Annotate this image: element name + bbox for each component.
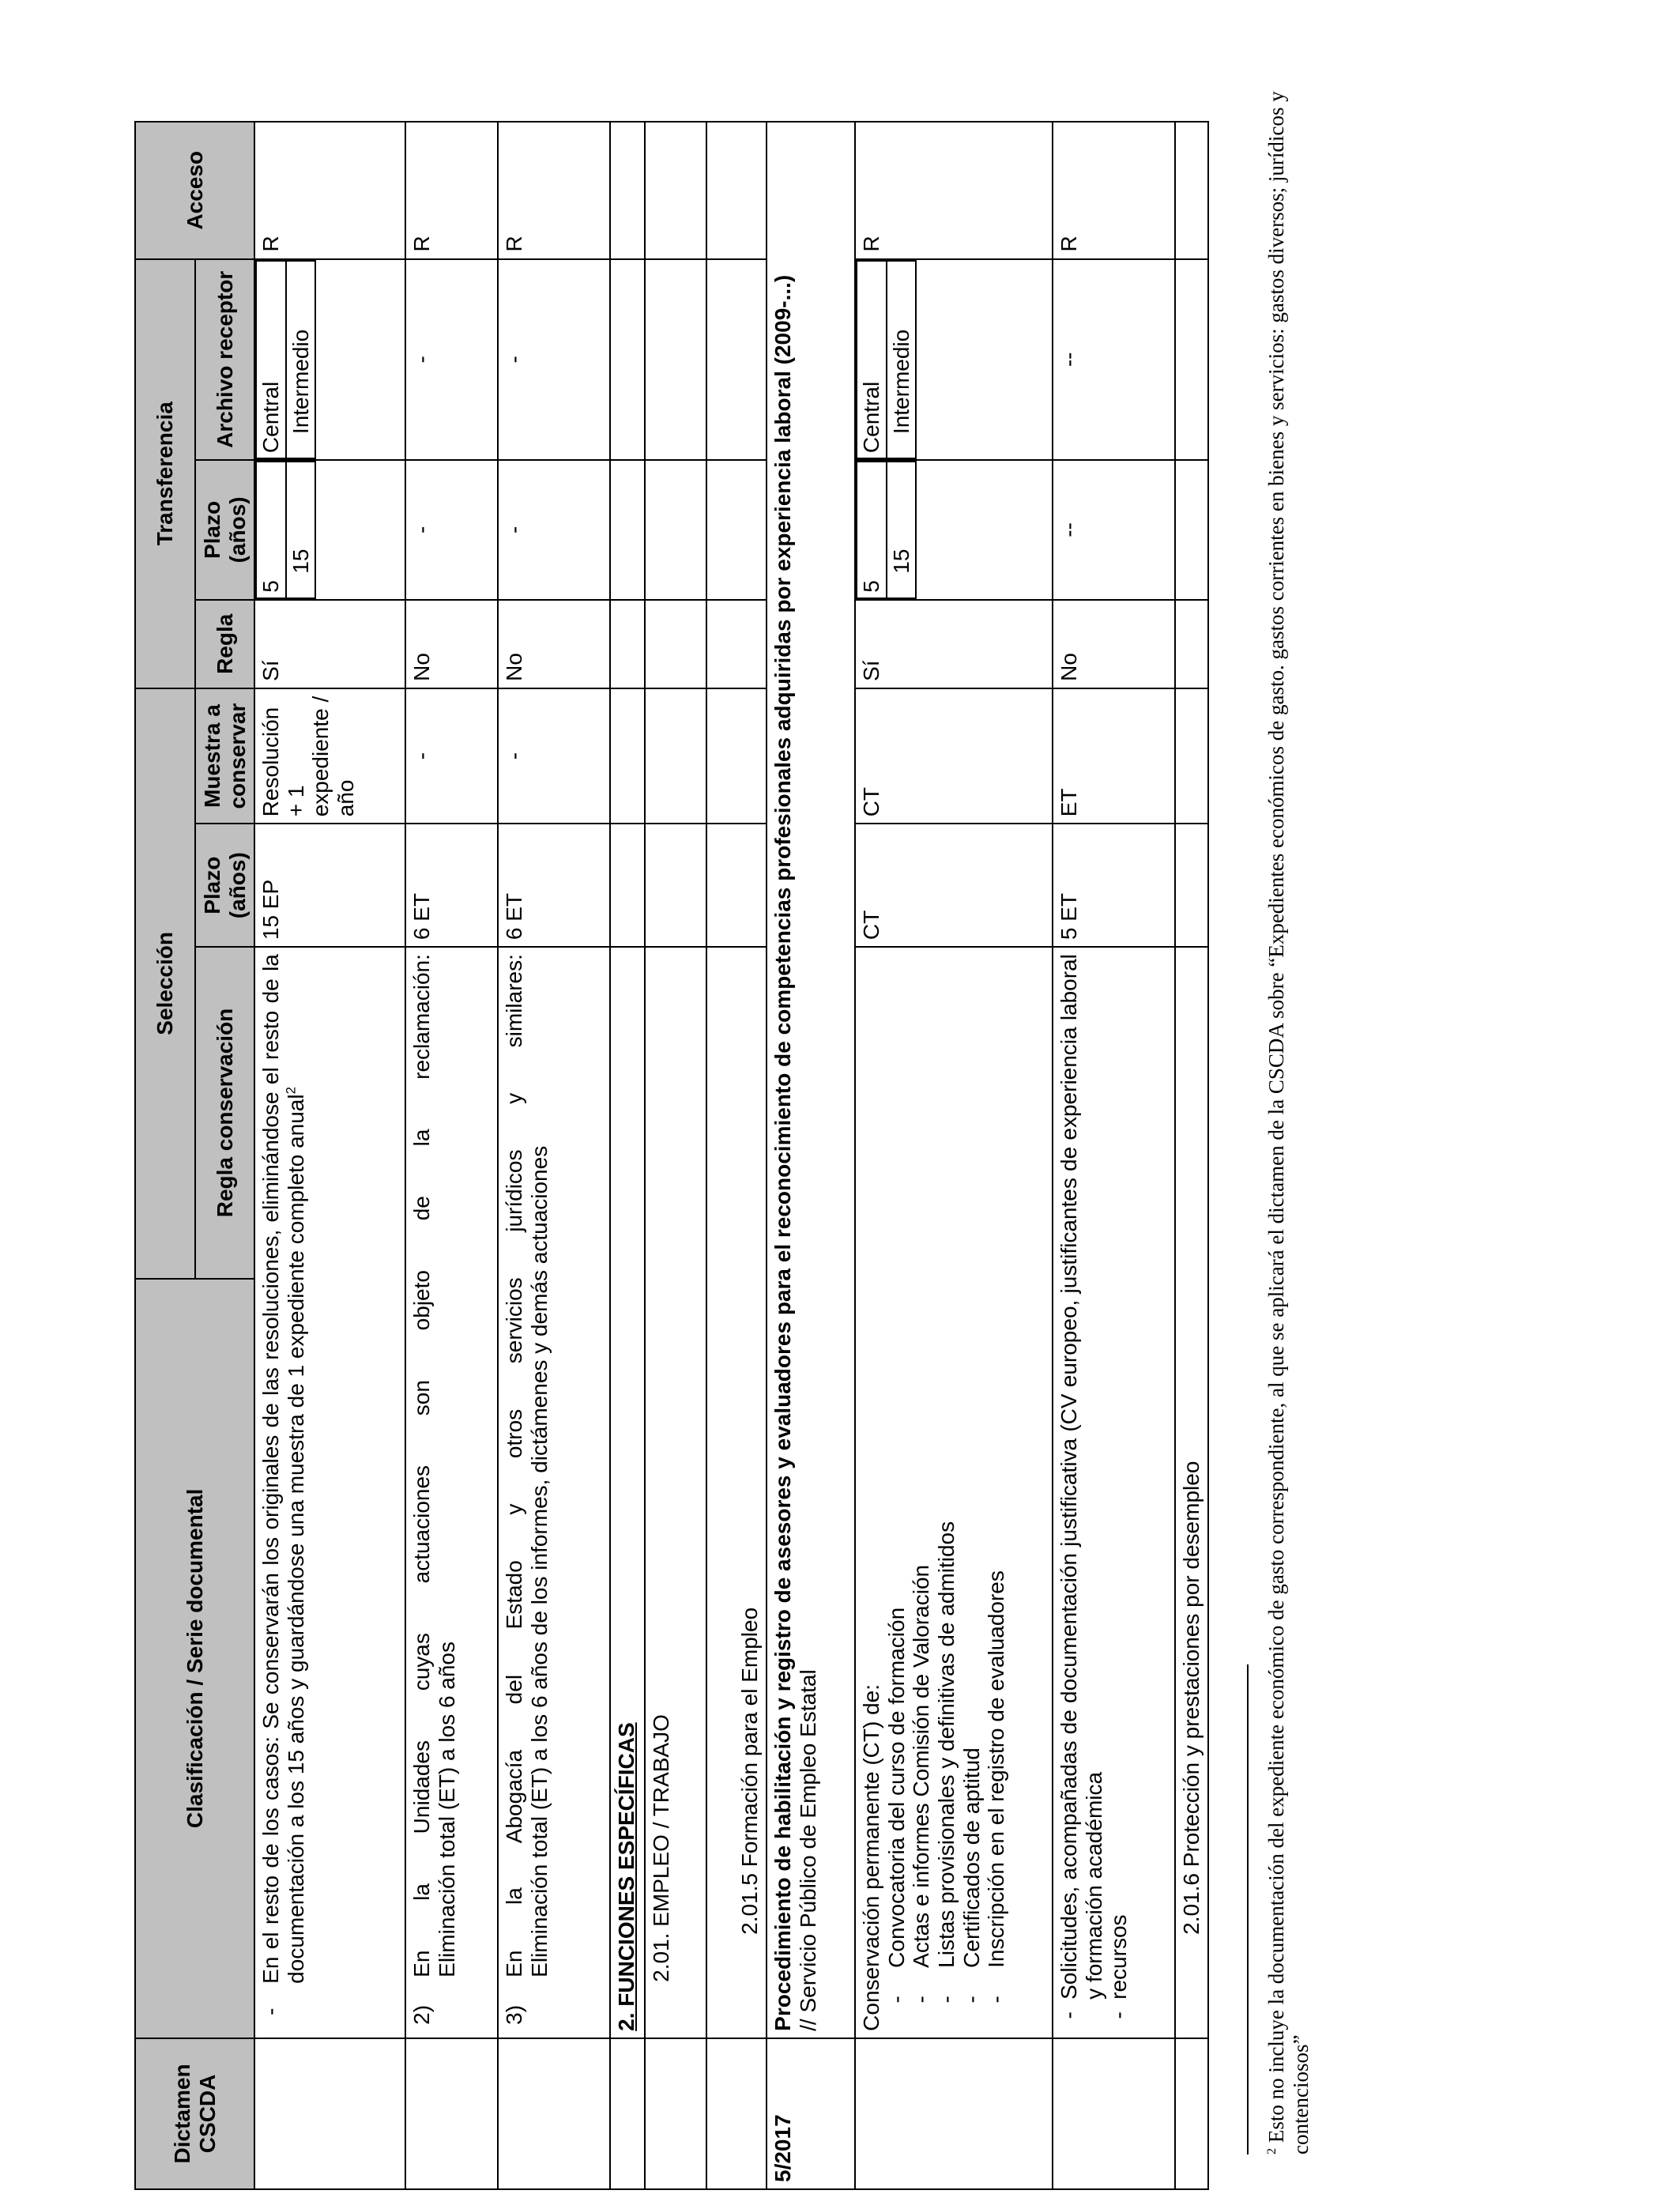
dictamen-cell	[498, 2038, 610, 2189]
muestra-cell: -	[498, 688, 610, 824]
header-plazo-transferencia: Plazo (años)	[195, 460, 254, 600]
header-clasificacion: Clasificación / Serie documental	[135, 1279, 254, 2038]
footnote	[1264, 84, 1314, 2154]
regla-cell: Sí	[855, 600, 1053, 688]
serie-text: En la Unidades cuyas actuaciones son objeto de la reclamación:	[409, 954, 434, 1977]
plazo-cell: 5 ET	[1053, 824, 1175, 947]
footnote-mark: 2	[1264, 2147, 1279, 2154]
footnote-separator	[1247, 1664, 1249, 2154]
list-item: - Actas e informes Comisión de Valoración	[909, 1564, 934, 2004]
dictamen-cell	[254, 2038, 405, 2189]
regla-cell: Sí	[254, 600, 405, 688]
item-number: 2)	[409, 2004, 434, 2025]
muestra-cell: -	[405, 688, 498, 824]
subsection-heading: 2.01. EMPLEO / TRABAJO	[645, 947, 706, 2038]
plazo-value: 15	[887, 462, 917, 598]
table-row	[645, 122, 706, 2189]
document-list	[884, 954, 1009, 2031]
subsection-heading: 2.01.6 Protección y prestaciones por desempleo	[1175, 947, 1208, 2038]
serie-text: En el resto de los casos: Se conservarán los originales de las resoluciones, eliminándose el resto de la documentación a los 15 años y guardándose una muestra de 1 expediente completo anual	[258, 954, 308, 1984]
archivo-receptor-cell: -	[405, 259, 498, 461]
list-item: - Convocatoria del curso de formación	[883, 1607, 909, 2004]
header-dictamen: Dictamen CSCDA	[135, 2038, 254, 2189]
clasificacion-cell: - Solicitudes, acompañadas de documentación justificativa (CV europeo, justificantes de experiencia laboral y formación académica - recursos	[1053, 947, 1175, 2038]
table-row	[1175, 122, 1208, 2189]
clasificacion-cell	[405, 947, 498, 2038]
retention-table	[134, 121, 1209, 2190]
regla-cell: No	[498, 600, 610, 688]
header-regla-conservacion: Regla conservación	[195, 947, 254, 1279]
table-row	[405, 122, 498, 2189]
regla-cell: No	[1053, 600, 1175, 688]
plazo-cell: 15 EP	[254, 824, 405, 947]
plazo-value: 5	[256, 462, 286, 598]
muestra-cell: CT	[855, 688, 1053, 824]
plazo-transferencia-cell: -	[498, 460, 610, 600]
table-row	[254, 122, 405, 2189]
plazo-value: 5	[857, 462, 887, 598]
plazo-value: 15	[286, 462, 316, 598]
serie-text: Solicitudes, acompañadas de documentación justificativa (CV europeo, justificantes de experiencia laboral y formación académica	[1057, 954, 1106, 2000]
serie-text: Conservación permanente (CT) de:	[859, 1683, 883, 2031]
serie-text: En la Abogacía del Estado y otros servicios jurídicos y similares:	[502, 954, 526, 1977]
procedure-title: Procedimiento de habilitación y registro de asesores y evaluadores para el reconocimiento de competencias profesionales adquiridas por experiencia laboral (2009-...)	[770, 274, 795, 2031]
clasificacion-cell	[254, 947, 405, 2038]
footnote-ref: 2	[283, 1087, 299, 1095]
plazo-transferencia-cell	[254, 460, 405, 600]
archivo-receptor-cell: --	[1053, 259, 1175, 461]
clasificacion-cell	[498, 947, 610, 2038]
table-row	[1053, 122, 1175, 2189]
table-row	[706, 122, 767, 2189]
list-item: - Certificados de aptitud	[959, 1747, 984, 2004]
header-muestra: Muestra a conservar	[195, 688, 254, 824]
plazo-transferencia-cell: --	[1053, 460, 1175, 600]
plazo-cell: 6 ET	[405, 824, 498, 947]
plazo-cell: CT	[855, 824, 1053, 947]
archivo-value: Intermedio	[887, 261, 917, 459]
acceso-cell: R	[855, 122, 1053, 259]
plazo-transferencia-cell: -	[405, 460, 498, 600]
table-row	[855, 122, 1053, 2189]
archivo-receptor-cell: -	[498, 259, 610, 461]
regla-cell: No	[405, 600, 498, 688]
muestra-cell: Resolución + 1 expediente / año	[254, 688, 405, 824]
archivo-receptor-cell	[254, 259, 405, 461]
archivo-value: Central	[256, 261, 286, 459]
section-heading: 2. FUNCIONES ESPECÍFICAS	[610, 947, 645, 2038]
subsection-heading: 2.01.5 Formación para el Empleo	[706, 947, 767, 2038]
table-row	[498, 122, 610, 2189]
header-regla: Regla	[195, 600, 254, 688]
item-number: 3)	[502, 2004, 526, 2025]
table-row	[610, 122, 645, 2189]
acceso-cell: R	[1053, 122, 1175, 259]
plazo-cell: 6 ET	[498, 824, 610, 947]
procedure-cell	[767, 122, 855, 2038]
header-plazo-seleccion: Plazo (años)	[195, 824, 254, 947]
procedure-subtitle: // Servicio Público de Empleo Estatal	[795, 1669, 820, 2031]
header-seleccion: Selección	[135, 688, 195, 1279]
table-row	[767, 122, 855, 2189]
header-archivo-receptor: Archivo receptor	[195, 259, 254, 461]
acceso-cell: R	[405, 122, 498, 259]
list-item: - Listas provisionales y definitivas de admitidos	[933, 1521, 959, 2004]
acceso-cell: R	[254, 122, 405, 259]
plazo-transferencia-cell	[855, 460, 1053, 600]
dictamen-cell	[405, 2038, 498, 2189]
muestra-cell: ET	[1053, 688, 1175, 824]
header-acceso: Acceso	[135, 122, 254, 259]
list-item: - Inscripción en el registro de evaluadores	[984, 1570, 1009, 2004]
acceso-cell: R	[498, 122, 610, 259]
clasificacion-cell	[855, 947, 1053, 2038]
dictamen-number: 5/2017	[767, 2038, 855, 2189]
footnote-text: Esto no incluye la documentación del expediente económico de gasto correspondiente, al que se aplicará el dictamen de la CSCDA sobre “Expedientes económicos de gasto. gastos corrientes en bienes y servicios: gastos diversos; jurídicos y contenciosos”	[1264, 91, 1313, 2154]
archivo-receptor-cell	[855, 259, 1053, 461]
header-transferencia: Transferencia	[135, 259, 195, 688]
archivo-value: Central	[857, 261, 887, 459]
archivo-value: Intermedio	[286, 261, 316, 459]
serie-text: Eliminación total (ET) a los 6 años	[434, 1641, 459, 1977]
dash-marker: -	[258, 2007, 283, 2015]
serie-text: recursos	[1106, 1914, 1132, 2000]
serie-text: Eliminación total (ET) a los 6 años de los informes, dictámenes y demás actuaciones	[526, 1145, 552, 1977]
